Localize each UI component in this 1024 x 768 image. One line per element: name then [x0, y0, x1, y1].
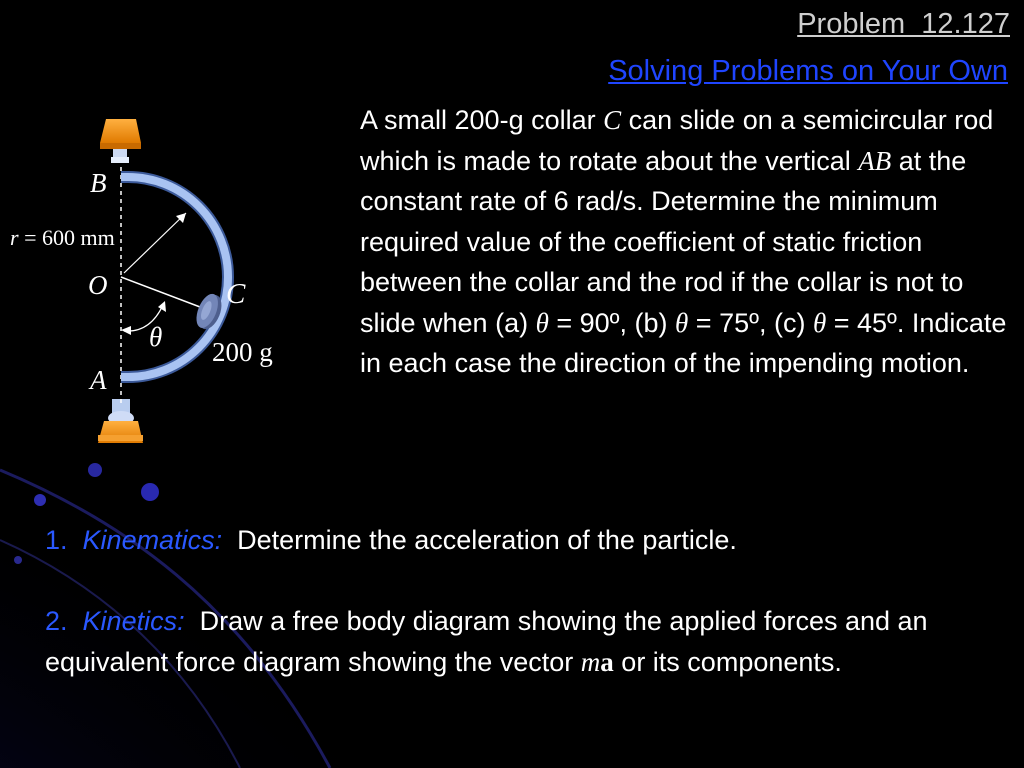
deco-dot-icon [88, 463, 102, 477]
label-c: C [226, 278, 246, 310]
bottom-support-icon [98, 399, 143, 443]
solving-problems-link[interactable]: Solving Problems on Your Own [608, 55, 1008, 87]
label-mass: 200 g [212, 337, 273, 367]
variable-ab: AB [858, 145, 892, 176]
step-1-heading: Kinematics: [82, 525, 223, 555]
deco-dot-icon [141, 483, 159, 501]
problem-statement: A small 200-g collar C can slide on a semicircular rod which is made to rotate about the vertical AB at the constant rate of 6 rad/s. Determine the minimum required value of the coefficient of static friction between the collar and the rod if the collar is not to slide when (a) θ = 90º, (b) θ = 75º, (c) θ = 45º. Indicate in each case the direction of the impending motion. [360, 105, 1007, 378]
radius-dimension-line [124, 213, 186, 273]
theta-arrow-end-icon [158, 301, 166, 312]
label-theta: θ [149, 322, 163, 352]
step-kinematics: 1. Kinematics: Determine the acceleration of the particle. [45, 525, 737, 555]
collar-rod-diagram [0, 105, 320, 455]
label-b: B [90, 168, 107, 198]
theta-arrow-start-icon [121, 326, 131, 335]
step-kinetics: 2. Kinetics: Draw a free body diagram showing the applied forces and an equivalent force diagram showing the vector ma or its components. [45, 606, 928, 677]
top-support-icon [100, 119, 141, 163]
label-o: O [88, 270, 108, 300]
problem-number[interactable]: Problem 12.127 [797, 8, 1010, 40]
deco-dot-icon [14, 556, 22, 564]
deco-dot-icon [34, 494, 46, 506]
label-radius: r = 600 mm [10, 225, 115, 250]
variable-c: C [603, 105, 622, 135]
step-2-heading: Kinetics: [82, 606, 185, 636]
label-a: A [90, 365, 107, 395]
